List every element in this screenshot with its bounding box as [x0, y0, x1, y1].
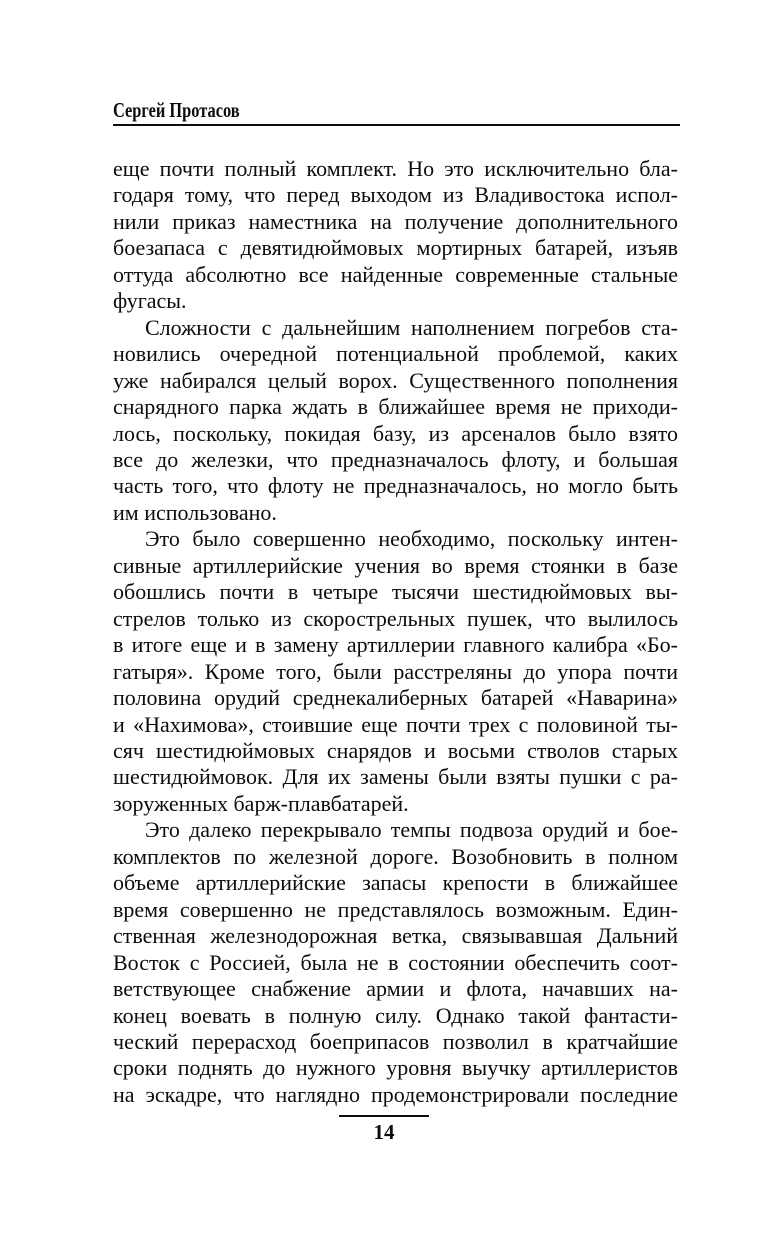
- text-line: конец воевать в полную силу. Однако такой фантасти-: [113, 1002, 678, 1028]
- text-line: фугасы.: [113, 288, 187, 314]
- text-line: Восток с Россией, была не в состоянии обеспечить соот-: [113, 949, 678, 975]
- text-line: годаря тому, что перед выходом из Владивостока испол-: [113, 182, 678, 208]
- text-line: им использовано.: [113, 499, 277, 525]
- text-line: Сложности с дальнейшим наполнением погребов ста-: [145, 314, 678, 340]
- text-line: ственная железнодорожная ветка, связывавшая Дальний: [113, 923, 678, 949]
- author-name: Сергей Протасов: [113, 98, 240, 122]
- page-number: 14: [373, 1120, 395, 1144]
- page-header: [113, 98, 680, 126]
- text-line: шестидюймовок. Для их замены были взяты пушки с ра-: [113, 764, 678, 790]
- text-line: зоруженных барж-плавбатарей.: [113, 790, 409, 816]
- text-line: Это было совершенно необходимо, поскольку интен-: [145, 526, 678, 552]
- text-line: еще почти полный комплект. Но это исключительно бла-: [113, 156, 678, 181]
- text-line: время совершенно не представлялось возможным. Един-: [113, 896, 678, 922]
- text-line: сяч шестидюймовых снарядов и восьми стволов старых: [113, 737, 678, 763]
- text-line: сивные артиллерийские учения во время стоянки в базе: [113, 552, 678, 578]
- text-line: уже набирался целый ворох. Существенного пополнения: [113, 367, 678, 393]
- text-line: Это далеко перекрывало темпы подвоза орудий и бое-: [145, 817, 678, 843]
- text-line: объеме артиллерийские запасы крепости в ближайшее: [113, 870, 678, 896]
- text-line: часть того, что флоту не предназначалось, но могло быть: [113, 473, 678, 499]
- text-line: лось, поскольку, покидая базу, из арсеналов было взято: [113, 420, 678, 446]
- paragraph: [113, 526, 678, 817]
- text-line: гатыря». Кроме того, были расстреляны до упора почти: [113, 658, 678, 684]
- footer-rule: [339, 1115, 429, 1117]
- paragraph: [113, 817, 678, 1108]
- text-line: оттуда абсолютно все найденные современные стальные: [113, 261, 678, 287]
- text-line: сроки поднять до нужного уровня выучку артиллеристов: [113, 1055, 678, 1081]
- paragraph: [113, 315, 678, 527]
- text-line: в итоге еще и в замену артиллерии главного калибра «Бо-: [113, 632, 678, 658]
- text-line: все до железки, что предназначалось флоту, и большая: [113, 446, 678, 472]
- text-line: на эскадре, что наглядно продемонстрировали последние: [113, 1081, 678, 1107]
- text-line: боезапаса с девятидюймовых мортирных батарей, изъяв: [113, 235, 678, 261]
- text-line: снарядного парка ждать в ближайшее время не приходи-: [113, 394, 678, 420]
- text-line: и «Нахимова», стоившие еще почти трех с половиной ты-: [113, 711, 678, 737]
- text-line: стрелов только из скорострельных пушек, что вылилось: [113, 605, 678, 631]
- text-line: ветствующее снабжение армии и флота, начавших на-: [113, 976, 678, 1002]
- text-line: новились очередной потенциальной проблемой, каких: [113, 341, 678, 367]
- paragraph: [113, 156, 678, 315]
- body-text: [113, 156, 678, 1108]
- page-footer: [0, 1115, 768, 1144]
- text-line: ческий перерасход боеприпасов позволил в кратчайшие: [113, 1028, 678, 1054]
- text-line: половина орудий среднекалиберных батарей «Наварина»: [113, 685, 678, 711]
- text-line: комплектов по железной дороге. Возобновить в полном: [113, 843, 678, 869]
- text-line: нили приказ наместника на получение дополнительного: [113, 208, 678, 234]
- text-line: обошлись почти в четыре тысячи шестидюймовых вы-: [113, 579, 678, 605]
